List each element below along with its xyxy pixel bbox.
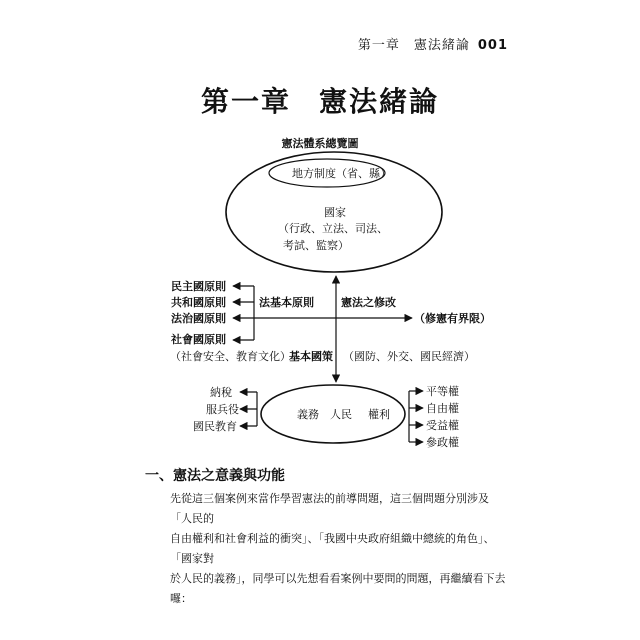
social-security-label: （社會安全、教育文化） xyxy=(170,350,291,363)
section-heading: 一、憲法之意義與功能 xyxy=(145,468,285,484)
people-right-label: 權利 xyxy=(368,408,390,421)
basic-principles-label: 法基本原則 xyxy=(259,296,314,309)
amendment-limit-label: （修憲有界限） xyxy=(414,312,491,325)
duty-education: 國民教育 xyxy=(193,420,237,433)
people-duty-label: 義務 xyxy=(297,408,319,421)
running-header-chapter: 第一章 憲法緒論 xyxy=(357,38,470,53)
right-participation: 參政權 xyxy=(426,436,459,449)
state-branches-line-2: 考試、監察） xyxy=(283,239,349,252)
people-label: 人民 xyxy=(330,408,352,421)
right-equality: 平等權 xyxy=(426,385,459,398)
diagram-title: 憲法體系總覽圖 xyxy=(281,137,359,150)
right-benefit: 受益權 xyxy=(426,419,459,432)
principle-democracy: 民主國原則 xyxy=(171,280,226,293)
amendment-label: 憲法之修改 xyxy=(341,296,396,309)
chapter-name: 憲法緒論 xyxy=(319,85,440,118)
body-paragraph xyxy=(170,489,510,609)
principle-rule-of-law: 法治國原則 xyxy=(171,312,226,325)
principle-social-state: 社會國原則 xyxy=(171,333,226,346)
national-defense-label: （國防、外交、國民經濟） xyxy=(343,350,475,363)
state-branches-line-1: （行政、立法、司法、 xyxy=(278,222,388,235)
state-label: 國家 xyxy=(324,206,346,219)
principle-republic: 共和國原則 xyxy=(171,296,226,309)
paragraph-line-1: 先從這三個案例來當作學習憲法的前導問題，這三個問題分別涉及「人民的 xyxy=(170,492,489,525)
paragraph-line-2: 自由權利和社會利益的衝突」、「我國中央政府組織中總統的角色」、「國家對 xyxy=(170,532,495,565)
local-system-label: 地方制度（省、縣） xyxy=(292,167,391,180)
page-number: 001 xyxy=(477,38,508,53)
paragraph-line-3: 於人民的義務」，同學可以先想看看案例中要問的問題，再繼續看下去囉： xyxy=(170,572,506,605)
basic-policy-label: 基本國策 xyxy=(289,350,333,363)
right-freedom: 自由權 xyxy=(426,402,459,415)
chapter-number: 第一章 xyxy=(200,85,291,118)
duty-military: 服兵役 xyxy=(206,403,239,416)
duty-tax: 納稅 xyxy=(210,386,232,399)
